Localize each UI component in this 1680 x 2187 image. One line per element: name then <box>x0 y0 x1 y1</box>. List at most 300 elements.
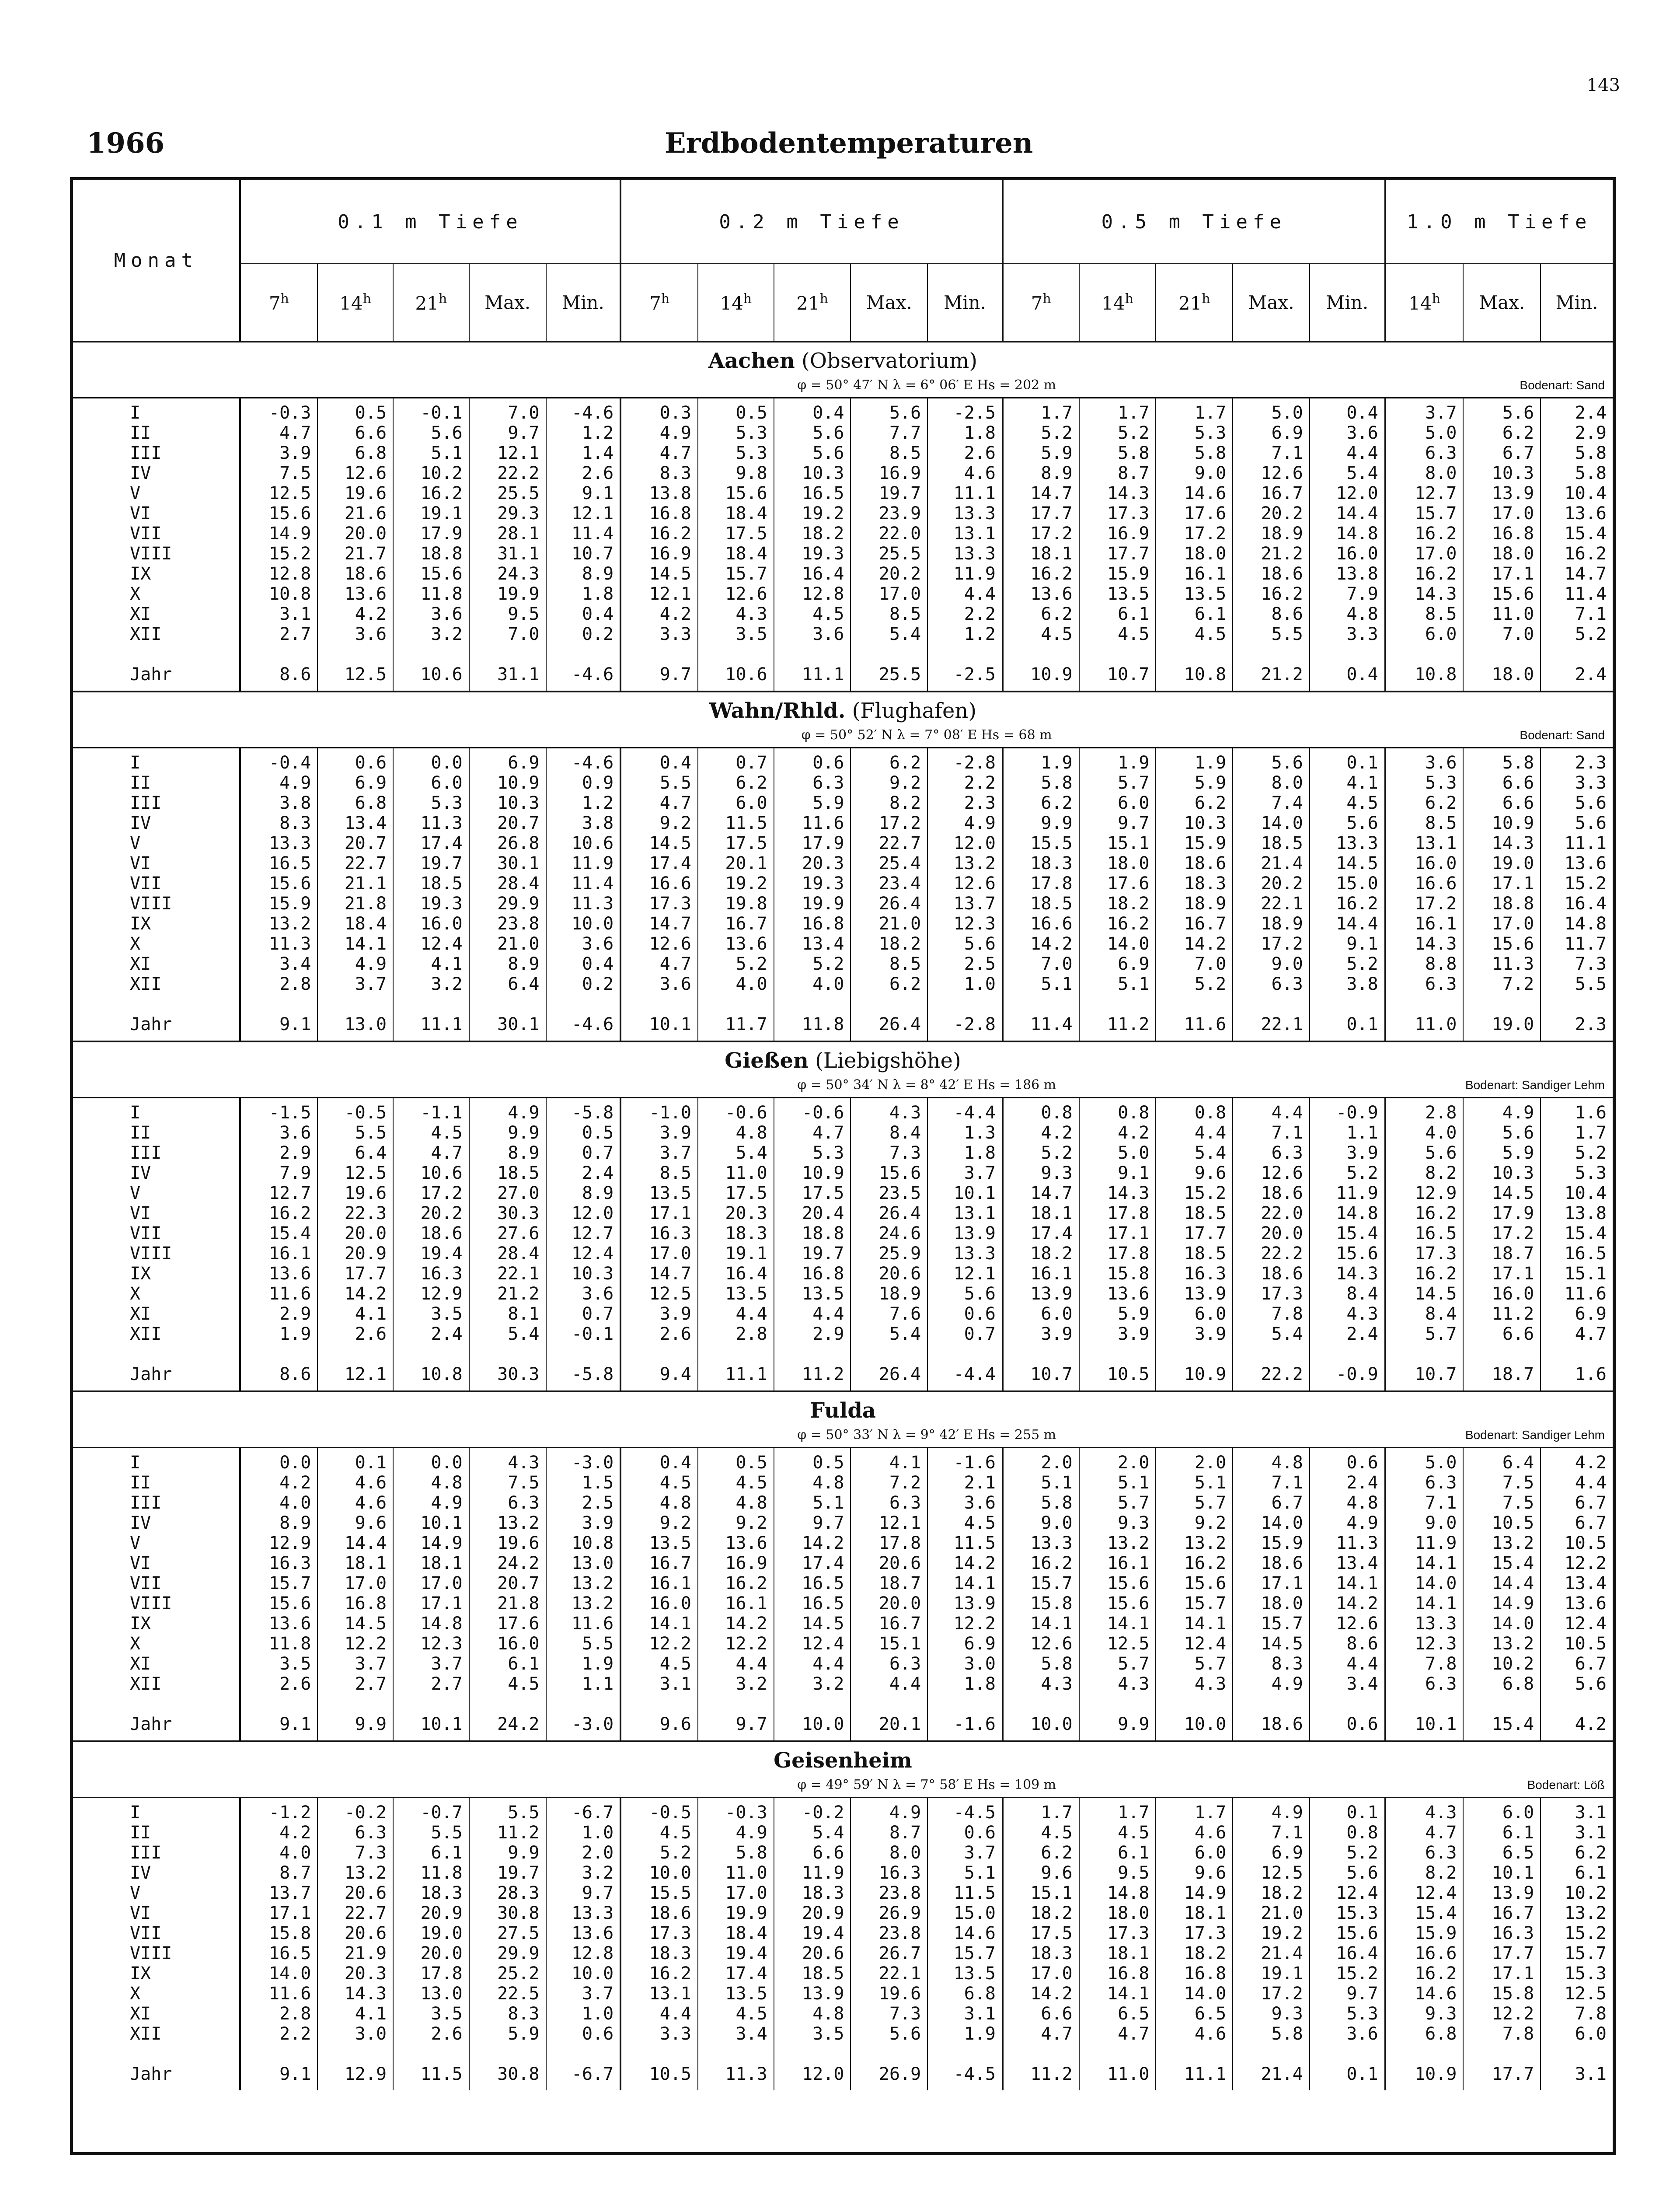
value-cell: 16.5 <box>240 1943 318 1963</box>
value-cell: 1.8 <box>546 584 621 604</box>
value-cell: 3.2 <box>698 1674 774 1694</box>
value-cell: 4.7 <box>774 1123 851 1143</box>
value-cell: 14.4 <box>1310 503 1385 524</box>
value-cell: 14.2 <box>927 1553 1003 1573</box>
value-cell: 6.3 <box>1385 1843 1464 1863</box>
value-cell: 11.8 <box>774 994 851 1041</box>
value-cell: 16.9 <box>850 463 927 483</box>
depth-header-1-0: 1.0 m Tiefe <box>1385 180 1613 264</box>
value-cell: 26.4 <box>850 1203 927 1223</box>
value-cell: 15.4 <box>1385 1903 1464 1923</box>
value-cell: 9.7 <box>1079 813 1156 833</box>
value-cell: 15.8 <box>240 1923 318 1943</box>
value-cell: 28.1 <box>469 524 546 544</box>
table-row <box>73 1943 1613 1963</box>
value-cell: 4.6 <box>317 1493 393 1513</box>
value-cell: -0.5 <box>620 1798 698 1823</box>
value-cell: 22.0 <box>1233 1203 1310 1223</box>
value-cell: 15.3 <box>1310 1903 1385 1923</box>
value-cell: 22.2 <box>1233 1344 1310 1391</box>
value-cell: 2.3 <box>1541 748 1613 773</box>
value-cell: -5.8 <box>546 1344 621 1391</box>
value-cell: 11.1 <box>1156 2044 1233 2090</box>
value-cell: 4.7 <box>1079 2024 1156 2044</box>
value-cell: 3.9 <box>240 443 318 463</box>
station-name: Wahn/Rhld. (Flughafen) <box>709 699 977 723</box>
value-cell: 5.6 <box>774 423 851 443</box>
value-cell: 0.5 <box>698 398 774 423</box>
value-cell: 17.2 <box>850 813 927 833</box>
value-cell: 11.0 <box>698 1863 774 1883</box>
value-cell: 0.8 <box>1003 1098 1079 1123</box>
value-cell: 9.6 <box>317 1513 393 1533</box>
value-cell: 16.8 <box>1463 524 1541 544</box>
value-cell: 4.5 <box>393 1123 469 1143</box>
value-cell: 7.3 <box>850 2004 927 2024</box>
value-cell: 18.4 <box>698 1923 774 1943</box>
value-cell: 3.7 <box>927 1163 1003 1183</box>
value-cell: 12.8 <box>240 564 318 584</box>
station-name: Fulda <box>809 1398 876 1423</box>
value-cell: 5.8 <box>1003 773 1079 793</box>
value-cell: 5.1 <box>1003 1473 1079 1493</box>
month-label: XI <box>130 2004 151 2024</box>
value-cell: 4.8 <box>698 1493 774 1513</box>
value-cell: 12.3 <box>927 914 1003 934</box>
value-cell: 0.1 <box>1310 1798 1385 1823</box>
value-cell: 2.2 <box>927 773 1003 793</box>
value-cell: 18.9 <box>1233 914 1310 934</box>
value-cell: 7.8 <box>1541 2004 1613 2024</box>
value-cell: 4.4 <box>698 1304 774 1324</box>
soil-type: Bodenart: Sand <box>1233 723 1613 748</box>
value-cell: 3.5 <box>774 2024 851 2044</box>
value-cell: 18.0 <box>1079 1903 1156 1923</box>
value-cell: 17.0 <box>698 1883 774 1903</box>
value-cell: 7.9 <box>240 1163 318 1183</box>
value-cell: 7.3 <box>317 1843 393 1863</box>
value-cell: 14.8 <box>1541 914 1613 934</box>
value-cell: 20.1 <box>698 853 774 873</box>
value-cell: 10.5 <box>1463 1513 1541 1533</box>
value-cell: 12.5 <box>317 1163 393 1183</box>
value-cell: 17.3 <box>1385 1244 1464 1264</box>
value-cell: 3.9 <box>1156 1324 1233 1344</box>
value-cell: 21.6 <box>317 503 393 524</box>
value-cell: 16.2 <box>620 524 698 544</box>
value-cell: 6.4 <box>317 1143 393 1163</box>
value-cell: 0.4 <box>546 954 621 974</box>
value-cell: 18.3 <box>1003 853 1079 873</box>
value-cell: 10.1 <box>1463 1863 1541 1883</box>
value-cell: 17.0 <box>1003 1963 1079 1984</box>
value-cell: 1.7 <box>1003 398 1079 423</box>
value-cell: 6.1 <box>1079 1843 1156 1863</box>
value-cell: 11.1 <box>698 1344 774 1391</box>
table-row <box>73 773 1613 793</box>
value-cell: 16.2 <box>1541 544 1613 564</box>
value-cell: 3.7 <box>927 1843 1003 1863</box>
value-cell: 4.1 <box>317 2004 393 2024</box>
value-cell: 26.9 <box>850 2044 927 2090</box>
value-cell: 29.3 <box>469 503 546 524</box>
value-cell: 17.5 <box>698 524 774 544</box>
value-cell: 12.9 <box>393 1284 469 1304</box>
value-cell: 11.8 <box>240 1634 318 1654</box>
value-cell: 13.9 <box>1003 1284 1079 1304</box>
value-cell: 6.6 <box>1463 793 1541 813</box>
value-cell: 6.3 <box>1385 974 1464 994</box>
value-cell: 8.5 <box>850 604 927 624</box>
table-row <box>73 1344 1613 1391</box>
value-cell: 25.5 <box>850 544 927 564</box>
value-cell: 10.8 <box>1156 644 1233 692</box>
value-cell: 6.9 <box>1233 1843 1310 1863</box>
value-cell: 22.1 <box>1233 894 1310 914</box>
value-cell: 16.5 <box>240 853 318 873</box>
value-cell: 16.7 <box>1463 1903 1541 1923</box>
value-cell: 14.1 <box>620 1614 698 1634</box>
value-cell: 4.3 <box>1310 1304 1385 1324</box>
value-cell: 16.6 <box>620 873 698 894</box>
table-row <box>73 833 1613 853</box>
value-cell: 9.6 <box>1003 1863 1079 1883</box>
value-cell: 6.9 <box>469 748 546 773</box>
value-cell: 18.6 <box>1233 1183 1310 1203</box>
value-cell: 13.2 <box>469 1513 546 1533</box>
value-cell: 18.7 <box>1463 1244 1541 1264</box>
value-cell: 19.9 <box>698 1903 774 1923</box>
value-cell: 17.6 <box>1079 873 1156 894</box>
value-cell: 4.6 <box>317 1473 393 1493</box>
value-cell: 3.0 <box>927 1654 1003 1674</box>
value-cell: 13.5 <box>774 1284 851 1304</box>
value-cell: 12.3 <box>393 1634 469 1654</box>
col-header: 7$^h$ <box>1003 264 1079 342</box>
value-cell: 9.9 <box>469 1123 546 1143</box>
value-cell: 15.5 <box>1003 833 1079 853</box>
month-label: Jahr <box>130 1364 172 1384</box>
value-cell: 14.2 <box>698 1614 774 1634</box>
station-name: Aachen (Observatorium) <box>708 349 978 373</box>
value-cell: 9.7 <box>774 1513 851 1533</box>
value-cell: 13.4 <box>774 934 851 954</box>
value-cell: 6.6 <box>774 1843 851 1863</box>
value-cell: 22.2 <box>1233 1244 1310 1264</box>
table-row <box>73 1923 1613 1943</box>
value-cell: 5.0 <box>1385 1448 1464 1473</box>
value-cell: 18.4 <box>698 503 774 524</box>
value-cell: 11.7 <box>1541 934 1613 954</box>
value-cell: 5.6 <box>1541 813 1613 833</box>
value-cell: 6.0 <box>698 793 774 813</box>
value-cell: 6.9 <box>1541 1304 1613 1324</box>
value-cell: 10.9 <box>1003 644 1079 692</box>
value-cell: 13.4 <box>1310 1553 1385 1573</box>
value-cell: 17.4 <box>1003 1223 1079 1244</box>
value-cell: 11.4 <box>546 873 621 894</box>
value-cell: 4.7 <box>393 1143 469 1163</box>
value-cell: -4.6 <box>546 644 621 692</box>
table-row <box>73 483 1613 503</box>
value-cell: 3.6 <box>1310 2024 1385 2044</box>
value-cell: 16.3 <box>850 1863 927 1883</box>
value-cell: 5.7 <box>1079 773 1156 793</box>
month-label: X <box>130 1634 141 1654</box>
value-cell: 12.0 <box>774 2044 851 2090</box>
value-cell: 8.9 <box>546 1183 621 1203</box>
table-row <box>73 793 1613 813</box>
value-cell: 7.5 <box>1463 1473 1541 1493</box>
value-cell: 3.9 <box>620 1304 698 1324</box>
value-cell: -5.8 <box>546 1098 621 1123</box>
value-cell: 19.0 <box>1463 994 1541 1041</box>
value-cell: 17.9 <box>1463 1203 1541 1223</box>
value-cell: 13.5 <box>698 1284 774 1304</box>
value-cell: 16.2 <box>393 483 469 503</box>
value-cell: 4.5 <box>1156 624 1233 644</box>
value-cell: 13.3 <box>927 544 1003 564</box>
value-cell: 13.1 <box>620 1984 698 2004</box>
value-cell: 9.7 <box>1310 1984 1385 2004</box>
value-cell: 16.2 <box>1156 1553 1233 1573</box>
value-cell: 16.8 <box>1079 1963 1156 1984</box>
value-cell: 13.6 <box>698 1533 774 1553</box>
value-cell: 7.8 <box>1463 2024 1541 2044</box>
col-header: 14$^h$ <box>317 264 393 342</box>
value-cell: 16.5 <box>774 1593 851 1614</box>
value-cell: 9.9 <box>469 1843 546 1863</box>
value-cell: 5.6 <box>1463 1123 1541 1143</box>
value-cell: 4.8 <box>774 1473 851 1493</box>
value-cell: 15.9 <box>1233 1533 1310 1553</box>
value-cell: 9.4 <box>620 1344 698 1391</box>
value-cell: 6.7 <box>1463 443 1541 463</box>
value-cell: 4.3 <box>469 1448 546 1473</box>
value-cell: 5.4 <box>1310 463 1385 483</box>
value-cell: 17.6 <box>469 1614 546 1634</box>
value-cell: 15.2 <box>1156 1183 1233 1203</box>
value-cell: 13.9 <box>927 1223 1003 1244</box>
value-cell: 9.6 <box>1156 1163 1233 1183</box>
value-cell: 8.9 <box>469 954 546 974</box>
depth-header-0-5: 0.5 m Tiefe <box>1003 180 1385 264</box>
value-cell: 19.2 <box>1233 1923 1310 1943</box>
value-cell: 4.4 <box>1156 1123 1233 1143</box>
col-header: 14$^h$ <box>1079 264 1156 342</box>
value-cell: 10.2 <box>1541 1883 1613 1903</box>
value-cell: 25.5 <box>850 644 927 692</box>
value-cell: 4.7 <box>620 443 698 463</box>
station-coordinates: φ = 50° 33′ N λ = 9° 42′ E Hs = 255 m <box>620 1423 1233 1448</box>
value-cell: -1.2 <box>240 1798 318 1823</box>
value-cell: 5.6 <box>927 934 1003 954</box>
value-cell: 1.2 <box>927 624 1003 644</box>
value-cell: 5.4 <box>469 1324 546 1344</box>
value-cell: 27.5 <box>469 1923 546 1943</box>
value-cell: 0.6 <box>927 1304 1003 1324</box>
value-cell: 14.2 <box>1156 934 1233 954</box>
value-cell: 18.6 <box>1233 564 1310 584</box>
value-cell: 13.3 <box>240 833 318 853</box>
table-row <box>73 934 1613 954</box>
value-cell: 21.4 <box>1233 1943 1310 1963</box>
value-cell: 18.5 <box>1233 833 1310 853</box>
value-cell: 15.6 <box>1079 1593 1156 1614</box>
value-cell: 10.7 <box>1385 1344 1464 1391</box>
value-cell: 11.9 <box>546 853 621 873</box>
value-cell: 0.6 <box>317 748 393 773</box>
value-cell: 30.8 <box>469 1903 546 1923</box>
month-label: VII <box>130 1223 162 1244</box>
value-cell: 16.2 <box>1003 1553 1079 1573</box>
value-cell: 6.8 <box>317 443 393 463</box>
value-cell: 6.9 <box>317 773 393 793</box>
value-cell: 5.6 <box>393 423 469 443</box>
value-cell: 5.2 <box>1310 1163 1385 1183</box>
value-cell: 1.0 <box>546 1823 621 1843</box>
value-cell: 0.7 <box>698 748 774 773</box>
value-cell: 16.5 <box>1541 1244 1613 1264</box>
value-cell: 6.9 <box>927 1634 1003 1654</box>
value-cell: 18.5 <box>393 873 469 894</box>
value-cell: 14.7 <box>1541 564 1613 584</box>
value-cell: 5.6 <box>1541 1674 1613 1694</box>
table-row <box>73 1984 1613 2004</box>
value-cell: 16.4 <box>1310 1943 1385 1963</box>
value-cell: 5.1 <box>774 1493 851 1513</box>
value-cell: 17.0 <box>317 1573 393 1593</box>
value-cell: 5.2 <box>1310 954 1385 974</box>
value-cell: 18.4 <box>698 544 774 564</box>
value-cell: 3.9 <box>620 1123 698 1143</box>
value-cell: 14.5 <box>774 1614 851 1634</box>
value-cell: 21.0 <box>1233 1903 1310 1923</box>
value-cell: 1.2 <box>546 793 621 813</box>
value-cell: 14.8 <box>393 1614 469 1634</box>
value-cell: 12.1 <box>927 1264 1003 1284</box>
value-cell: 14.2 <box>1003 934 1079 954</box>
value-cell: 13.5 <box>1156 584 1233 604</box>
month-label: IV <box>130 463 151 483</box>
value-cell: 8.3 <box>240 813 318 833</box>
month-label: I <box>130 403 141 423</box>
value-cell: -0.9 <box>1310 1098 1385 1123</box>
value-cell: 4.8 <box>1233 1448 1310 1473</box>
value-cell: 14.2 <box>1003 1984 1079 2004</box>
value-cell: 3.4 <box>1310 1674 1385 1694</box>
value-cell: 6.5 <box>1463 1843 1541 1863</box>
value-cell: -1.6 <box>927 1448 1003 1473</box>
value-cell: 13.6 <box>1541 853 1613 873</box>
value-cell: 4.5 <box>698 2004 774 2024</box>
value-cell: 17.1 <box>393 1593 469 1614</box>
value-cell: 3.2 <box>393 624 469 644</box>
value-cell: 7.7 <box>850 423 927 443</box>
value-cell: 14.7 <box>1003 483 1079 503</box>
month-label: II <box>130 773 151 793</box>
value-cell: 18.3 <box>620 1943 698 1963</box>
value-cell: 6.2 <box>1463 423 1541 443</box>
table-row <box>73 1823 1613 1843</box>
depth-header-0-2: 0.2 m Tiefe <box>620 180 1003 264</box>
value-cell: 5.1 <box>927 1863 1003 1883</box>
value-cell: 4.3 <box>850 1098 927 1123</box>
value-cell: 17.7 <box>1463 1943 1541 1963</box>
value-cell: 19.9 <box>469 584 546 604</box>
table-row <box>73 624 1613 644</box>
value-cell: 11.2 <box>469 1823 546 1843</box>
table-row <box>73 954 1613 974</box>
value-cell: 11.7 <box>698 994 774 1041</box>
month-label: V <box>130 1883 141 1903</box>
value-cell: 2.4 <box>546 1163 621 1183</box>
value-cell: -4.5 <box>927 1798 1003 1823</box>
value-cell: 19.2 <box>698 873 774 894</box>
value-cell: 3.6 <box>1385 748 1464 773</box>
col-header: 21$^h$ <box>774 264 851 342</box>
value-cell: 22.1 <box>469 1264 546 1284</box>
value-cell: 17.0 <box>1463 503 1541 524</box>
value-cell: 3.0 <box>317 2024 393 2044</box>
value-cell: 16.1 <box>1079 1553 1156 1573</box>
value-cell: 3.3 <box>1310 624 1385 644</box>
value-cell: 2.4 <box>1310 1473 1385 1493</box>
value-cell: 12.6 <box>1233 1163 1310 1183</box>
value-cell: 13.6 <box>317 584 393 604</box>
value-cell: 15.6 <box>1079 1573 1156 1593</box>
value-cell: 8.9 <box>546 564 621 584</box>
station-name: Gießen (Liebigshöhe) <box>725 1048 961 1073</box>
value-cell: 2.7 <box>393 1674 469 1694</box>
table-row <box>73 914 1613 934</box>
month-label: II <box>130 1473 151 1493</box>
month-label: I <box>130 1453 141 1473</box>
value-cell: 14.0 <box>1463 1614 1541 1634</box>
value-cell: 0.8 <box>1079 1098 1156 1123</box>
value-cell: 21.2 <box>469 1284 546 1304</box>
value-cell: 17.7 <box>317 1264 393 1284</box>
value-cell: -4.6 <box>546 748 621 773</box>
value-cell: 17.5 <box>698 1183 774 1203</box>
value-cell: 0.6 <box>927 1823 1003 1843</box>
value-cell: 5.5 <box>469 1798 546 1823</box>
value-cell: 15.6 <box>698 483 774 503</box>
value-cell: 3.1 <box>1541 2044 1613 2090</box>
table-row <box>73 1843 1613 1863</box>
value-cell: 12.5 <box>240 483 318 503</box>
value-cell: 6.8 <box>1463 1674 1541 1694</box>
value-cell: 4.2 <box>1003 1123 1079 1143</box>
value-cell: 13.6 <box>1003 584 1079 604</box>
value-cell: 4.9 <box>927 813 1003 833</box>
value-cell: 15.7 <box>1385 503 1464 524</box>
value-cell: 6.5 <box>1079 2004 1156 2024</box>
value-cell: -0.7 <box>393 1798 469 1823</box>
value-cell: 3.6 <box>546 934 621 954</box>
value-cell: 6.3 <box>1385 1674 1464 1694</box>
value-cell: 0.7 <box>927 1324 1003 1344</box>
value-cell: 5.3 <box>1541 1163 1613 1183</box>
value-cell: 15.6 <box>393 564 469 584</box>
table-row <box>73 894 1613 914</box>
value-cell: 15.1 <box>1541 1264 1613 1284</box>
value-cell: 19.6 <box>469 1533 546 1553</box>
value-cell: 0.4 <box>1310 644 1385 692</box>
value-cell: 14.4 <box>1463 1573 1541 1593</box>
col-header: Max. <box>469 264 546 342</box>
value-cell: 11.0 <box>698 1163 774 1183</box>
